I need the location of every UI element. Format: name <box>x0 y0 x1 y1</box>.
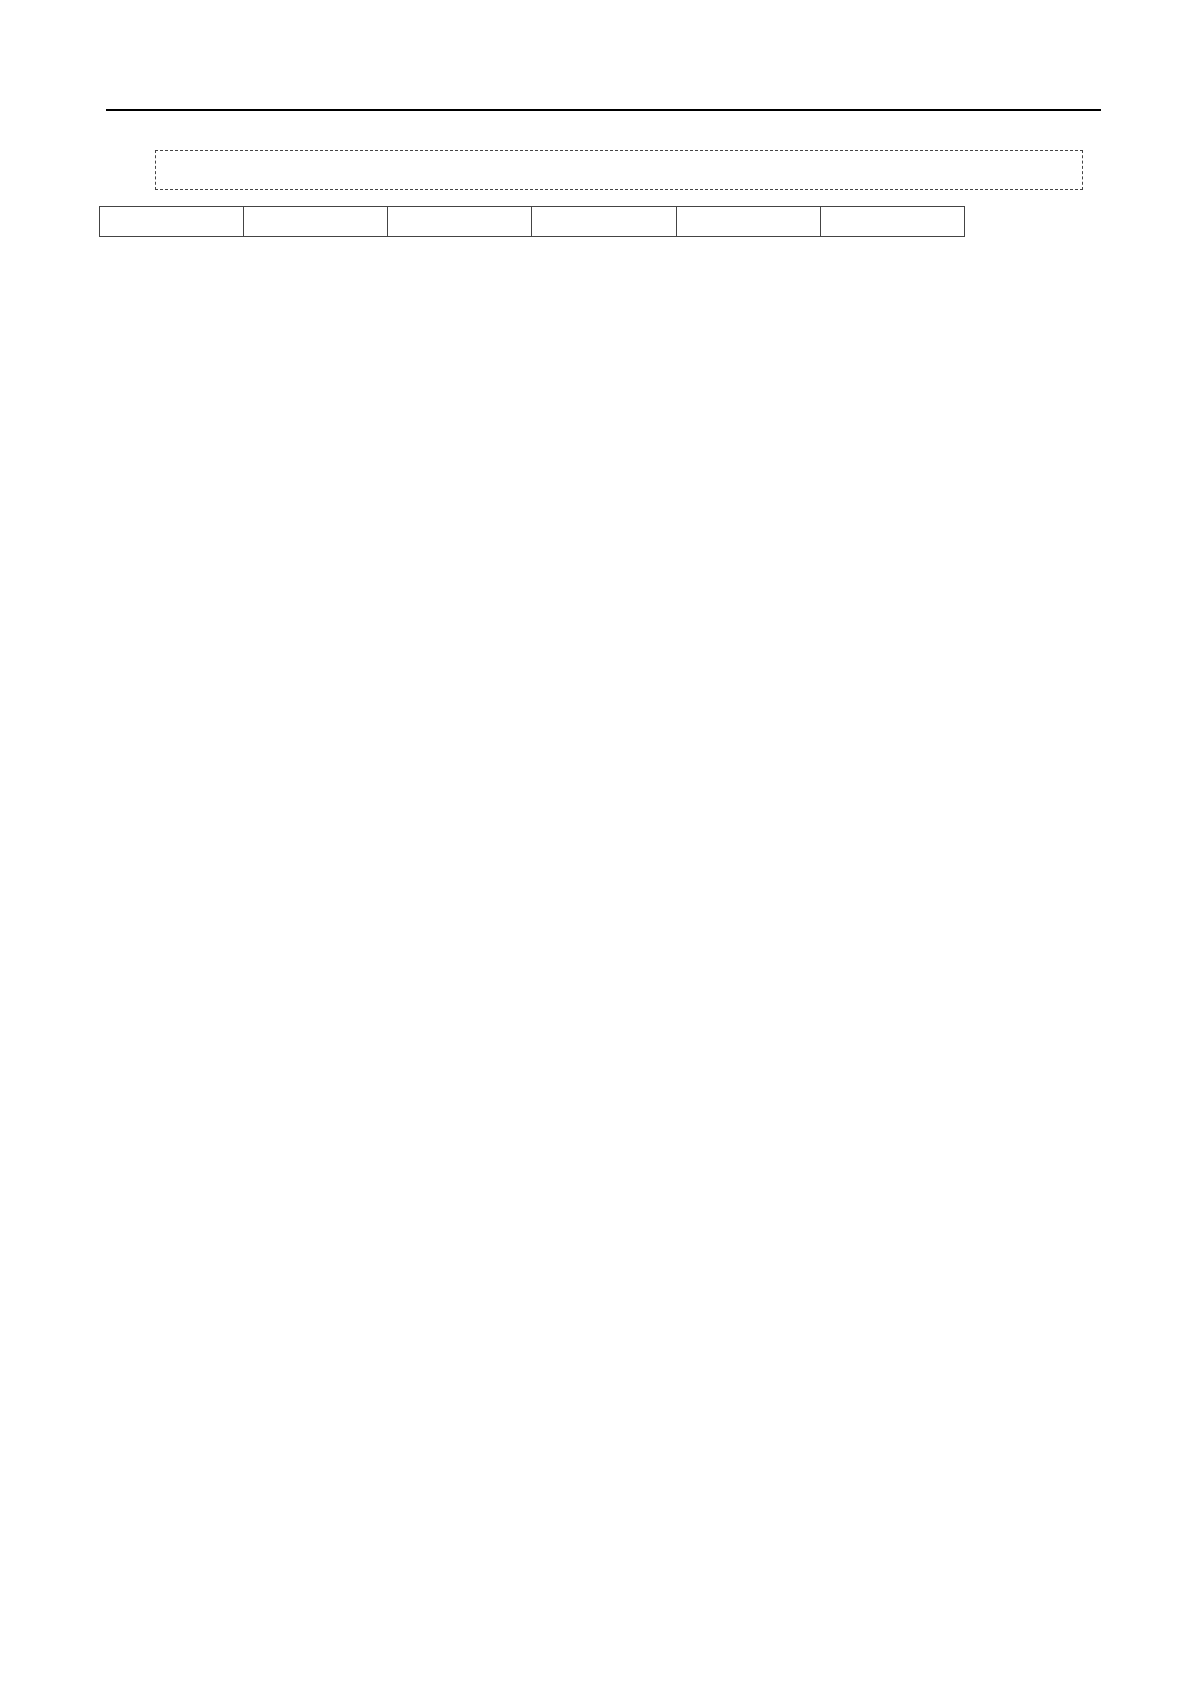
document-body <box>109 148 1099 237</box>
meta-wordcount-label <box>676 207 820 237</box>
meta-genre-label <box>100 207 244 237</box>
header-rule <box>106 109 1101 111</box>
meta-genre-value <box>244 207 388 237</box>
word-box <box>155 150 1083 190</box>
meta-topic-value <box>532 207 676 237</box>
meta-wordcount-value <box>820 207 964 237</box>
passage-meta-table <box>99 206 965 237</box>
meta-topic-label <box>388 207 532 237</box>
